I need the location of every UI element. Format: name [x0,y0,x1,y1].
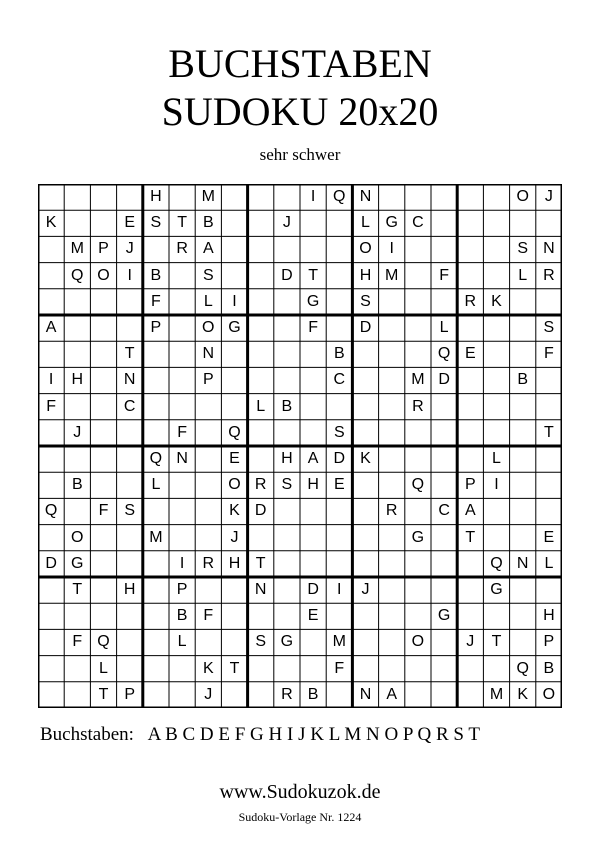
grid-cell[interactable]: F [203,607,214,625]
title-line-2: SUDOKU 20x20 [161,89,439,134]
grid-cell[interactable]: H [123,581,136,599]
grid-cell[interactable]: T [124,345,135,363]
grid-cell[interactable]: N [254,581,267,599]
grid-cell[interactable]: S [360,292,371,310]
grid-cell[interactable]: L [151,476,161,494]
grid-cell[interactable]: I [310,188,316,206]
grid-cell[interactable]: F [177,423,187,441]
grid-cell[interactable]: N [202,345,215,363]
grid-cell[interactable]: B [517,371,529,389]
grid-cell[interactable]: O [71,528,84,546]
grid-cell[interactable]: N [123,371,136,389]
grid-cell[interactable]: S [543,319,555,337]
grid-cell[interactable]: H [281,450,293,468]
grid-cell[interactable]: G [306,292,320,310]
grid-cell[interactable]: Q [228,423,241,441]
grid-cell[interactable]: G [228,319,241,337]
grid-cell[interactable]: P [124,685,136,703]
grid-cell[interactable]: Q [97,633,110,651]
grid-cell[interactable]: L [177,633,187,651]
grid-cell[interactable]: O [516,188,529,206]
grid-cell[interactable]: F [46,397,56,415]
grid-cell[interactable]: D [359,319,372,337]
grid-cell[interactable]: Q [149,450,163,468]
grid-cell[interactable]: A [386,685,398,703]
grid-cell[interactable]: M [70,240,84,258]
grid-cell[interactable]: B [307,685,319,703]
grid-cell[interactable]: T [491,633,502,651]
grid-cell[interactable]: G [280,633,294,651]
grid-cell[interactable]: S [333,423,345,441]
grid-cell[interactable]: A [307,450,319,468]
grid-cell[interactable]: P [202,371,214,389]
grid-cell[interactable]: P [98,240,109,258]
grid-cell[interactable]: J [125,240,134,258]
grid-cell[interactable]: C [333,371,346,389]
grid-cell[interactable]: J [466,633,475,651]
grid-cell[interactable]: M [489,685,504,703]
grid-cell[interactable]: S [202,266,214,284]
grid-cell[interactable]: I [232,292,237,310]
grid-cell[interactable]: K [491,292,502,310]
grid-cell[interactable]: N [543,240,555,258]
grid-cell[interactable]: I [127,266,132,284]
grid-cell[interactable]: D [281,266,293,284]
grid-cell[interactable]: P [464,476,476,494]
grid-cell[interactable]: D [254,502,267,520]
grid-cell[interactable]: L [99,659,108,677]
grid-cell[interactable]: Q [490,554,503,572]
grid-cell[interactable]: E [307,607,319,625]
grid-cell[interactable]: K [229,502,240,520]
grid-cell[interactable]: R [385,502,398,520]
grid-cell[interactable]: R [412,397,424,415]
grid-cell[interactable]: H [150,188,162,206]
grid-cell[interactable]: G [385,214,398,232]
grid-cell[interactable]: B [543,659,555,677]
grid-cell[interactable]: I [48,371,54,389]
grid-cell[interactable]: L [256,397,266,415]
grid-cell[interactable]: C [412,214,424,232]
grid-cell[interactable]: D [333,450,346,468]
grid-cell[interactable]: E [333,476,345,494]
grid-cell[interactable]: T [544,423,554,441]
grid-cell[interactable]: G [71,554,84,572]
grid-cell[interactable]: O [411,633,425,651]
grid-cell[interactable]: Q [333,188,346,206]
grid-cell[interactable]: R [176,240,188,258]
grid-cell[interactable]: L [518,266,528,284]
title-line-1: BUCHSTABEN [168,41,432,86]
grid-cell[interactable]: O [359,240,372,258]
grid-cell[interactable]: P [176,581,188,599]
grid-cell[interactable]: L [439,319,449,337]
grid-cell[interactable]: L [361,214,370,232]
grid-cell[interactable]: S [150,214,162,232]
grid-cell[interactable]: I [337,581,342,599]
grid-cell[interactable]: J [282,214,291,232]
grid-cell[interactable]: K [517,685,529,703]
grid-cell[interactable]: B [281,397,293,415]
grid-cell[interactable]: R [281,685,293,703]
template-number: Sudoku-Vorlage Nr. 1224 [238,810,362,824]
grid-cell[interactable]: T [229,659,240,677]
grid-cell[interactable]: N [359,188,372,206]
grid-cell[interactable]: B [333,345,345,363]
grid-cell[interactable]: E [229,450,240,468]
grid-cell[interactable]: R [464,292,477,310]
grid-cell[interactable]: I [494,476,499,494]
grid-cell[interactable]: Q [71,266,84,284]
grid-cell[interactable]: E [543,528,555,546]
grid-cell[interactable]: S [517,240,529,258]
grid-cell[interactable]: E [124,214,136,232]
grid-cell[interactable]: T [98,685,109,703]
grid-cell[interactable]: A [464,502,476,520]
grid-cell[interactable]: F [544,345,554,363]
letters-legend [40,724,580,746]
grid-cell[interactable]: J [361,581,370,599]
grid-cell[interactable]: J [544,188,553,206]
grid-cell[interactable]: O [202,319,215,337]
grid-cell[interactable]: G [437,607,451,625]
grid-cell[interactable]: N [176,450,188,468]
grid-cell[interactable]: S [124,502,136,520]
grid-cell[interactable]: G [490,581,503,599]
grid-cell[interactable]: Q [516,659,529,677]
letters-label: Buchstaben: [40,724,134,745]
grid-cell[interactable]: T [177,214,187,232]
grid-cell[interactable]: G [411,528,425,546]
grid-cell[interactable]: B [71,476,83,494]
grid-cell[interactable]: B [176,607,188,625]
grid-cell[interactable]: F [98,502,109,520]
grid-cell[interactable]: C [123,397,136,415]
grid-cell[interactable]: E [464,345,476,363]
grid-cell[interactable]: P [150,319,162,337]
grid-cell[interactable]: Q [411,476,425,494]
grid-cell[interactable]: H [228,554,241,572]
grid-cell[interactable]: R [254,476,267,494]
grid-lines [38,184,562,708]
grid-cell[interactable]: F [72,633,83,651]
grid-cell[interactable]: H [71,371,84,389]
grid-cell[interactable]: P [543,633,555,651]
grid-cell[interactable]: I [179,554,185,572]
grid-cell[interactable]: T [465,528,476,546]
grid-cell[interactable]: N [359,685,372,703]
grid-cell[interactable]: F [334,659,345,677]
difficulty-label: sehr schwer [259,145,341,164]
grid-cell[interactable]: J [204,685,213,703]
grid-cell[interactable]: H [359,266,372,284]
grid-cell[interactable]: Q [44,502,58,520]
grid-cell[interactable]: M [411,371,425,389]
grid-cell[interactable]: N [516,554,529,572]
grid-cell[interactable]: T [308,266,318,284]
grid-cell[interactable]: D [45,554,57,572]
grid-cell[interactable]: T [255,554,266,572]
grid-cell[interactable]: Q [437,345,451,363]
grid-cell[interactable]: D [438,371,450,389]
grid-cell[interactable]: F [308,319,318,337]
grid-cell[interactable]: R [202,554,215,572]
grid-cell[interactable]: M [385,266,399,284]
grid-cell[interactable]: M [201,188,215,206]
grid-cell[interactable]: L [203,292,213,310]
grid-cell[interactable]: B [202,214,214,232]
grid-cell[interactable]: J [73,423,82,441]
grid-cell[interactable]: T [72,581,83,599]
grid-cell[interactable]: O [228,476,241,494]
grid-cell[interactable]: C [438,502,450,520]
grid-cell[interactable]: I [389,240,394,258]
grid-cell[interactable]: S [281,476,293,494]
website-url: www.Sudokuzok.de [219,781,381,803]
grid-cell[interactable]: J [230,528,239,546]
grid-cell[interactable]: F [151,292,161,310]
grid-cell[interactable]: S [255,633,267,651]
grid-cell[interactable]: A [202,240,214,258]
grid-cell[interactable]: M [149,528,163,546]
grid-cell[interactable]: D [307,581,319,599]
letters-list: A B C D E F G H I J K L M N O P Q R S T [147,724,481,745]
grid-cell[interactable]: L [492,450,501,468]
grid-cell[interactable]: L [544,554,554,572]
grid-cell[interactable]: B [150,266,162,284]
grid-cell[interactable]: O [542,685,556,703]
grid-cell[interactable]: R [543,266,555,284]
grid-cell[interactable]: A [45,319,57,337]
grid-cell[interactable]: F [439,266,449,284]
grid-cell[interactable]: O [97,266,110,284]
grid-cell[interactable]: K [202,659,214,677]
grid-cell[interactable]: H [543,607,555,625]
grid-cell[interactable]: M [332,633,346,651]
grid-cell[interactable]: H [307,476,319,494]
grid-cell[interactable]: K [360,450,371,468]
grid-cell[interactable]: K [45,214,57,232]
